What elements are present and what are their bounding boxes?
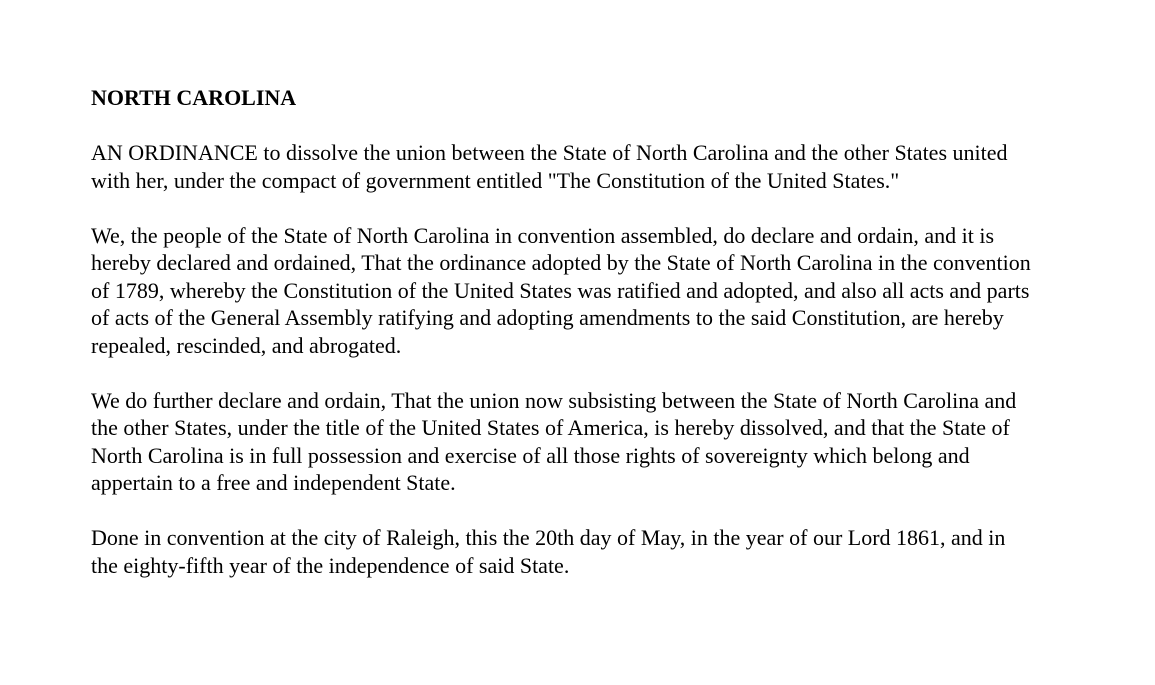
document-title: NORTH CAROLINA xyxy=(91,85,297,110)
document-body xyxy=(91,84,1031,579)
repeal-paragraph: We, the people of the State of North Carolina in convention assembled, do declare and ordain, and it is hereby declared and ordained, That the ordinance adopted by the State of North Carolina in the convention of 1789, whereby the Constitution of the United States was ratified and adopted, and also all acts and parts of acts of the General Assembly ratifying and adopting amendments to the said Constitution, are hereby repealed, rescinded, and abrogated. xyxy=(91,222,1031,358)
signing-paragraph: Done in convention at the city of Raleigh, this the 20th day of May, in the year of our Lord 1861, and in the eighty-fifth year of the independence of said State. xyxy=(91,525,1006,578)
dissolution-paragraph: We do further declare and ordain, That the union now subsisting between the State of North Carolina and the other States, under the title of the United States of America, is hereby dissolved, and that the State of North Carolina is in full possession and exercise of all those rights of sovereignty which belong and appertain to a free and independent State. xyxy=(91,387,1017,495)
ordinance-title-paragraph: AN ORDINANCE to dissolve the union between the State of North Carolina and the other States united with her, under the compact of government entitled "The Constitution of the United States." xyxy=(91,140,1008,193)
